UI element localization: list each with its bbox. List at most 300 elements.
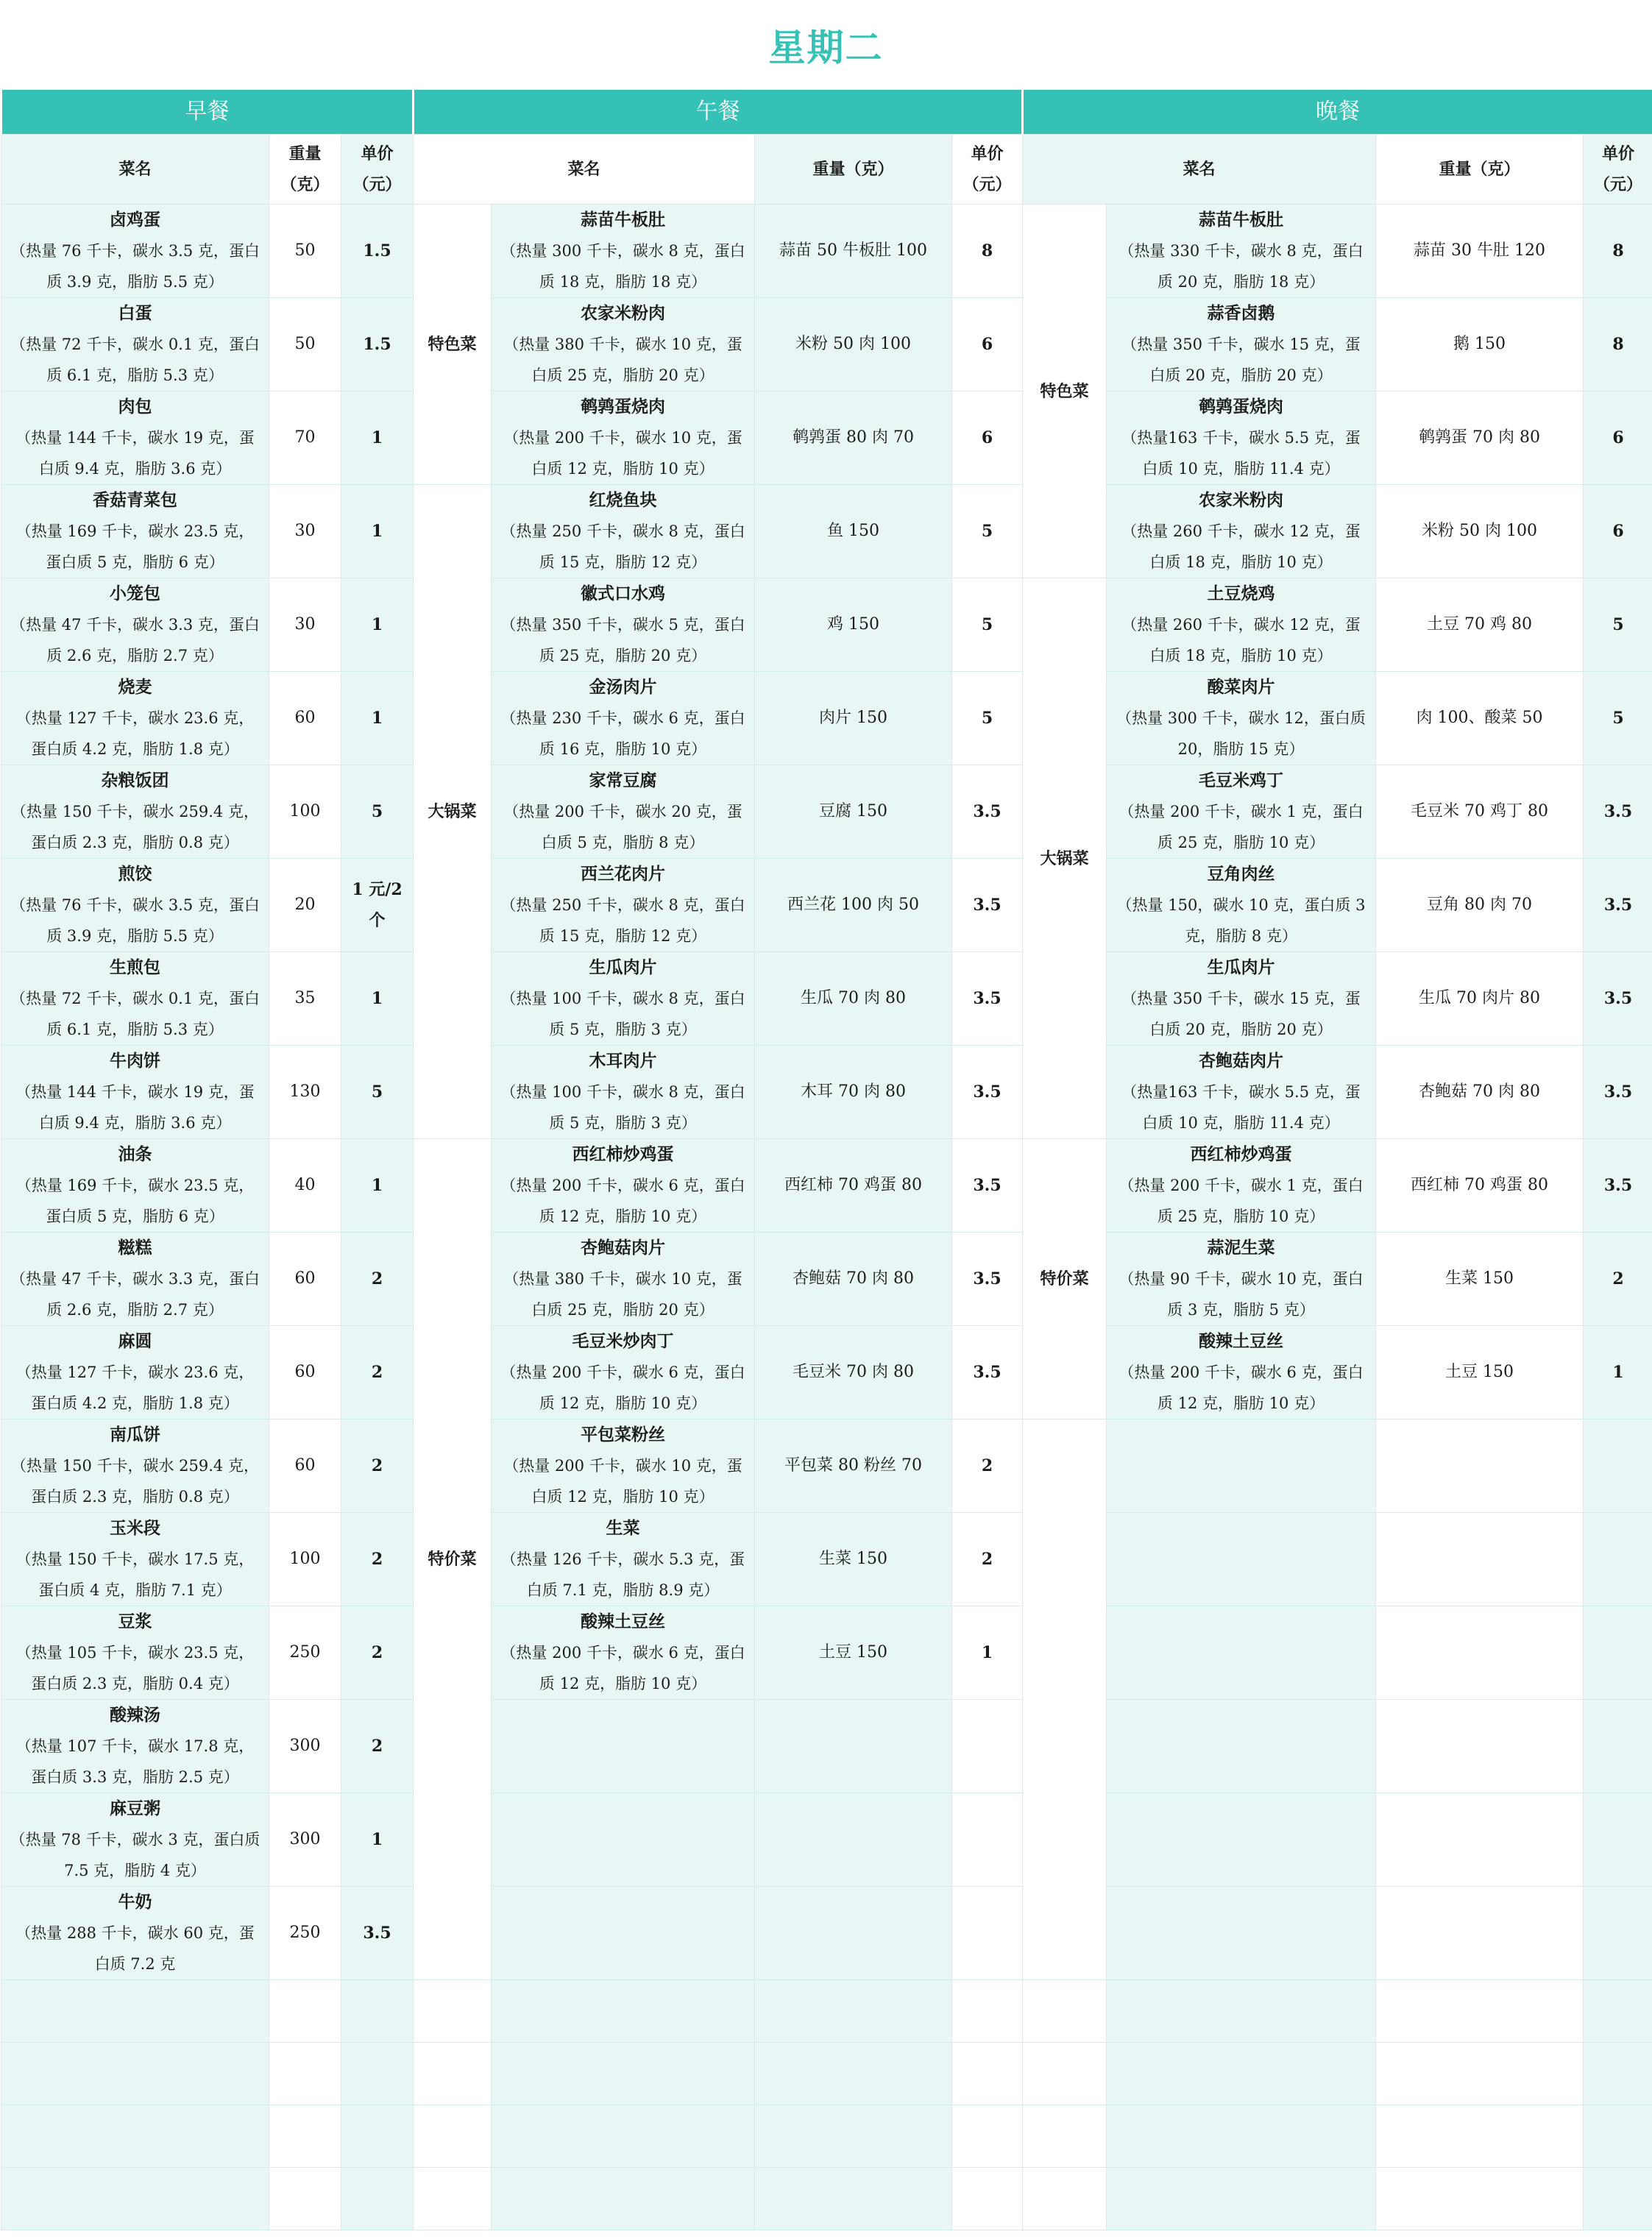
dinner-weight: 毛豆米 70 鸡丁 80 — [1376, 765, 1584, 859]
breakfast-weight — [269, 2043, 341, 2105]
lunch-weight: 鸡 150 — [755, 578, 952, 672]
breakfast-dish-cell — [1, 1793, 269, 1887]
lunch-dish-cell — [492, 1700, 755, 1793]
table-row — [1, 765, 1652, 859]
nutrition-note: （热量 100 千卡，碳水 8 克，蛋白质 5 克，脂肪 3 克） — [500, 1083, 745, 1132]
breakfast-dish-cell — [1, 298, 269, 391]
breakfast-price — [341, 2105, 414, 2168]
lunch-price: 2 — [952, 1513, 1023, 1606]
nutrition-note: （热量 144 千卡，碳水 19 克，蛋白质 9.4 克，脂肪 3.6 克） — [15, 429, 255, 478]
nutrition-note: （热量 230 千卡，碳水 6 克，蛋白质 16 克，脂肪 10 克） — [500, 709, 745, 758]
nutrition-note: （热量 260 千卡，碳水 12 克，蛋白质 18 克，脂肪 10 克） — [1121, 616, 1361, 664]
dinner-weight: 肉 100、酸菜 50 — [1376, 672, 1584, 765]
dish-name: 鹌鹑蛋烧肉 — [581, 397, 665, 416]
nutrition-note: （热量 200 千卡，碳水 10 克，蛋白质 12 克，脂肪 10 克） — [503, 1457, 742, 1506]
breakfast-price-header: 单价（元） — [341, 135, 414, 205]
lunch-dish-cell — [492, 2168, 755, 2230]
lunch-weight — [755, 2105, 952, 2168]
nutrition-note: （热量 107 千卡，碳水 17.8 克，蛋白质 3.3 克，脂肪 2.5 克） — [15, 1737, 255, 1786]
breakfast-price: 2 — [341, 1700, 414, 1793]
nutrition-note: （热量 76 千卡，碳水 3.5 克，蛋白质 3.9 克，脂肪 5.5 克） — [10, 896, 260, 945]
lunch-dish-cell — [492, 859, 755, 952]
lunch-dish-cell — [492, 2043, 755, 2105]
breakfast-header: 早餐 — [1, 90, 414, 135]
dinner-category-cell — [1023, 1980, 1107, 2043]
dinner-weight — [1376, 1513, 1584, 1606]
lunch-weight: 鹌鹑蛋 80 肉 70 — [755, 391, 952, 485]
dinner-dish-cell — [1107, 859, 1376, 952]
dinner-price — [1584, 1700, 1652, 1793]
breakfast-weight — [269, 2168, 341, 2230]
dish-name: 烧麦 — [118, 677, 152, 697]
dinner-price — [1584, 2105, 1652, 2168]
dish-name: 蒜香卤鹅 — [1207, 303, 1275, 323]
nutrition-note: （热量 150 千卡，碳水 259.4 克，蛋白质 2.3 克，脂肪 0.8 克） — [11, 1457, 259, 1506]
dinner-dish-cell — [1107, 1980, 1376, 2043]
lunch-dish-cell — [492, 952, 755, 1046]
nutrition-note: （热量 150 千卡，碳水 17.5 克，蛋白质 4 克，脂肪 7.1 克） — [15, 1550, 255, 1599]
breakfast-dish-cell — [1, 485, 269, 578]
lunch-dish-cell — [492, 1793, 755, 1887]
breakfast-weight: 100 — [269, 765, 341, 859]
dinner-dish-cell — [1107, 2168, 1376, 2230]
dish-name: 糍糕 — [118, 1238, 152, 1258]
lunch-weight-header: 重量（克） — [755, 135, 952, 205]
dinner-weight — [1376, 1419, 1584, 1513]
dish-name: 生煎包 — [110, 957, 160, 977]
breakfast-price: 1 元/2 个 — [341, 859, 414, 952]
table-row — [1, 298, 1652, 391]
lunch-price — [952, 1980, 1023, 2043]
breakfast-weight: 60 — [269, 1233, 341, 1326]
breakfast-dish-cell — [1, 859, 269, 952]
dinner-price: 8 — [1584, 298, 1652, 391]
lunch-name-header: 菜名 — [414, 135, 755, 205]
lunch-weight: 杏鲍菇 70 肉 80 — [755, 1233, 952, 1326]
dinner-dish-cell — [1107, 298, 1376, 391]
dinner-price-header: 单价（元） — [1584, 135, 1652, 205]
lunch-price-header: 单价（元） — [952, 135, 1023, 205]
nutrition-note: （热量 127 千卡，碳水 23.6 克，蛋白质 4.2 克，脂肪 1.8 克） — [15, 709, 255, 758]
nutrition-note: （热量 47 千卡，碳水 3.3 克，蛋白质 2.6 克，脂肪 2.7 克） — [10, 616, 260, 664]
dish-name: 西兰花肉片 — [581, 864, 665, 884]
nutrition-note: （热量 105 千卡，碳水 23.5 克，蛋白质 2.3 克，脂肪 0.4 克） — [15, 1644, 255, 1692]
lunch-price — [952, 2168, 1023, 2230]
table-row — [1, 1513, 1652, 1606]
nutrition-note: （热量 126 千卡，碳水 5.3 克，蛋白质 7.1 克，脂肪 8.9 克） — [500, 1550, 745, 1599]
lunch-weight: 肉片 150 — [755, 672, 952, 765]
dish-name: 杏鲍菇肉片 — [1199, 1051, 1283, 1071]
dinner-category-cell — [1023, 2168, 1107, 2230]
dinner-weight: 土豆 70 鸡 80 — [1376, 578, 1584, 672]
dinner-weight — [1376, 2105, 1584, 2168]
breakfast-dish-cell — [1, 1233, 269, 1326]
lunch-price: 3.5 — [952, 1139, 1023, 1233]
dinner-weight: 鹌鹑蛋 70 肉 80 — [1376, 391, 1584, 485]
lunch-price: 5 — [952, 578, 1023, 672]
dish-name: 农家米粉肉 — [581, 303, 665, 323]
dish-name: 毛豆米鸡丁 — [1199, 770, 1283, 790]
column-header-row — [1, 135, 1652, 205]
nutrition-note: （热量 200 千卡，碳水 10 克，蛋白质 12 克，脂肪 10 克） — [503, 429, 742, 478]
nutrition-note: （热量 127 千卡，碳水 23.6 克，蛋白质 4.2 克，脂肪 1.8 克） — [15, 1364, 255, 1412]
breakfast-price: 1 — [341, 391, 414, 485]
breakfast-weight: 70 — [269, 391, 341, 485]
dinner-price: 3.5 — [1584, 952, 1652, 1046]
breakfast-price: 2 — [341, 1513, 414, 1606]
dinner-dish-cell — [1107, 578, 1376, 672]
dinner-price: 3.5 — [1584, 859, 1652, 952]
breakfast-weight: 300 — [269, 1700, 341, 1793]
breakfast-dish-cell — [1, 672, 269, 765]
lunch-dish-cell — [492, 1139, 755, 1233]
dinner-price: 2 — [1584, 1233, 1652, 1326]
lunch-price: 1 — [952, 1606, 1023, 1700]
dinner-price: 3.5 — [1584, 1046, 1652, 1139]
dinner-weight: 豆角 80 肉 70 — [1376, 859, 1584, 952]
breakfast-dish-cell — [1, 2043, 269, 2105]
lunch-weight: 木耳 70 肉 80 — [755, 1046, 952, 1139]
lunch-category-cell: 大锅菜 — [414, 485, 492, 1139]
dinner-weight: 杏鲍菇 70 肉 80 — [1376, 1046, 1584, 1139]
dinner-dish-cell — [1107, 1046, 1376, 1139]
dish-name: 酸辣土豆丝 — [1199, 1331, 1283, 1351]
lunch-weight: 米粉 50 肉 100 — [755, 298, 952, 391]
table-row — [1, 1233, 1652, 1326]
dish-name: 煎饺 — [118, 864, 152, 884]
dish-name: 油条 — [118, 1144, 152, 1164]
dish-name: 生菜 — [606, 1518, 640, 1538]
dinner-category-cell — [1023, 1419, 1107, 1980]
breakfast-price: 2 — [341, 1419, 414, 1513]
dinner-dish-cell — [1107, 672, 1376, 765]
dinner-dish-cell — [1107, 1606, 1376, 1700]
breakfast-price: 1 — [341, 672, 414, 765]
dish-name: 西红柿炒鸡蛋 — [1190, 1144, 1292, 1164]
nutrition-note: （热量 350 千卡，碳水 15 克，蛋白质 20 克，脂肪 20 克） — [1121, 990, 1361, 1038]
table-row — [1, 485, 1652, 578]
table-row — [1, 952, 1652, 1046]
dinner-weight: 生菜 150 — [1376, 1233, 1584, 1326]
lunch-weight: 豆腐 150 — [755, 765, 952, 859]
breakfast-price: 1 — [341, 578, 414, 672]
dinner-weight — [1376, 1793, 1584, 1887]
breakfast-dish-cell — [1, 1980, 269, 2043]
nutrition-note: （热量 76 千卡，碳水 3.5 克，蛋白质 3.9 克，脂肪 5.5 克） — [10, 242, 260, 291]
breakfast-dish-cell — [1, 205, 269, 298]
breakfast-price: 5 — [341, 765, 414, 859]
dinner-price: 6 — [1584, 391, 1652, 485]
breakfast-dish-cell — [1, 952, 269, 1046]
nutrition-note: （热量 169 千卡，碳水 23.5 克，蛋白质 5 克，脂肪 6 克） — [15, 1177, 255, 1225]
lunch-dish-cell — [492, 1513, 755, 1606]
nutrition-note: （热量 288 千卡，碳水 60 克，蛋白质 7.2 克 — [15, 1924, 255, 1973]
lunch-category-cell: 特价菜 — [414, 1139, 492, 1980]
breakfast-price — [341, 2168, 414, 2230]
lunch-dish-cell — [492, 1233, 755, 1326]
breakfast-price: 2 — [341, 1233, 414, 1326]
breakfast-price — [341, 1980, 414, 2043]
table-row — [1, 859, 1652, 952]
lunch-weight: 生瓜 70 肉 80 — [755, 952, 952, 1046]
lunch-dish-cell — [492, 205, 755, 298]
nutrition-note: （热量 200 千卡，碳水 6 克，蛋白质 12 克，脂肪 10 克） — [1119, 1364, 1364, 1412]
dinner-price — [1584, 1419, 1652, 1513]
dish-name: 麻豆粥 — [110, 1798, 160, 1818]
breakfast-weight: 35 — [269, 952, 341, 1046]
breakfast-weight: 20 — [269, 859, 341, 952]
breakfast-weight: 300 — [269, 1793, 341, 1887]
lunch-price: 6 — [952, 298, 1023, 391]
dinner-price — [1584, 2043, 1652, 2105]
table-row — [1, 1046, 1652, 1139]
dinner-price: 6 — [1584, 485, 1652, 578]
breakfast-weight: 250 — [269, 1887, 341, 1980]
nutrition-note: （热量 150，碳水 10 克，蛋白质 3 克，脂肪 8 克） — [1116, 896, 1366, 945]
lunch-price: 3.5 — [952, 952, 1023, 1046]
breakfast-dish-cell — [1, 391, 269, 485]
dish-name: 豆浆 — [118, 1612, 152, 1631]
dish-name: 麻圆 — [118, 1331, 152, 1351]
dish-name: 牛奶 — [118, 1892, 152, 1912]
dish-name: 徽式口水鸡 — [581, 584, 665, 603]
nutrition-note: （热量 78 千卡，碳水 3 克，蛋白质 7.5 克，脂肪 4 克） — [10, 1831, 260, 1879]
lunch-dish-cell — [492, 298, 755, 391]
lunch-category-cell: 特色菜 — [414, 205, 492, 485]
dish-name: 豆角肉丝 — [1207, 864, 1275, 884]
table-row — [1, 205, 1652, 298]
dinner-dish-cell — [1107, 1139, 1376, 1233]
dinner-dish-cell — [1107, 1700, 1376, 1793]
nutrition-note: （热量 300 千卡，碳水 12，蛋白质 20，脂肪 15 克） — [1116, 709, 1366, 758]
breakfast-weight: 50 — [269, 205, 341, 298]
lunch-dish-cell — [492, 1606, 755, 1700]
lunch-weight — [755, 1887, 952, 1980]
dinner-name-header: 菜名 — [1023, 135, 1376, 205]
dinner-weight — [1376, 1700, 1584, 1793]
dinner-dish-cell — [1107, 2043, 1376, 2105]
dinner-dish-cell — [1107, 952, 1376, 1046]
dish-name: 西红柿炒鸡蛋 — [572, 1144, 674, 1164]
breakfast-dish-cell — [1, 1326, 269, 1419]
table-row — [1, 1887, 1652, 1980]
blank-row — [1, 1980, 1652, 2043]
breakfast-weight-header: 重量（克） — [269, 135, 341, 205]
lunch-category-cell — [414, 2105, 492, 2168]
breakfast-weight: 30 — [269, 578, 341, 672]
breakfast-weight — [269, 2105, 341, 2168]
lunch-price: 5 — [952, 485, 1023, 578]
lunch-category-cell — [414, 2043, 492, 2105]
breakfast-dish-cell — [1, 1887, 269, 1980]
breakfast-weight: 40 — [269, 1139, 341, 1233]
lunch-dish-cell — [492, 391, 755, 485]
breakfast-name-header: 菜名 — [1, 135, 269, 205]
nutrition-note: （热量 150 千卡，碳水 259.4 克，蛋白质 2.3 克，脂肪 0.8 克） — [11, 803, 259, 851]
table-row — [1, 391, 1652, 485]
lunch-price: 8 — [952, 205, 1023, 298]
dinner-dish-cell — [1107, 485, 1376, 578]
dinner-price — [1584, 1793, 1652, 1887]
blank-row — [1, 2043, 1652, 2105]
breakfast-price: 1 — [341, 1793, 414, 1887]
dinner-dish-cell — [1107, 1513, 1376, 1606]
dinner-dish-cell — [1107, 1887, 1376, 1980]
dinner-price — [1584, 2168, 1652, 2230]
lunch-weight: 毛豆米 70 肉 80 — [755, 1326, 952, 1419]
dish-name: 生瓜肉片 — [1207, 957, 1275, 977]
dish-name: 毛豆米炒肉丁 — [572, 1331, 674, 1351]
breakfast-price: 2 — [341, 1606, 414, 1700]
lunch-weight: 平包菜 80 粉丝 70 — [755, 1419, 952, 1513]
dinner-dish-cell — [1107, 765, 1376, 859]
lunch-price: 5 — [952, 672, 1023, 765]
dish-name: 牛肉饼 — [110, 1051, 160, 1071]
dish-name: 酸辣土豆丝 — [581, 1612, 665, 1631]
breakfast-dish-cell — [1, 2105, 269, 2168]
dinner-weight — [1376, 2043, 1584, 2105]
breakfast-weight: 250 — [269, 1606, 341, 1700]
dinner-price — [1584, 1606, 1652, 1700]
dinner-header: 晚餐 — [1023, 90, 1652, 135]
table-row — [1, 1700, 1652, 1793]
dish-name: 肉包 — [118, 397, 152, 416]
dish-name: 家常豆腐 — [589, 770, 657, 790]
breakfast-weight: 130 — [269, 1046, 341, 1139]
breakfast-price: 1.5 — [341, 205, 414, 298]
lunch-dish-cell — [492, 1980, 755, 2043]
lunch-weight: 西兰花 100 肉 50 — [755, 859, 952, 952]
lunch-price: 3.5 — [952, 765, 1023, 859]
lunch-dish-cell — [492, 578, 755, 672]
dinner-weight — [1376, 1887, 1584, 1980]
nutrition-note: （热量 350 千卡，碳水 15 克，蛋白质 20 克，脂肪 20 克） — [1121, 336, 1361, 384]
nutrition-note: （热量 200 千卡，碳水 1 克，蛋白质 25 克，脂肪 10 克） — [1119, 803, 1364, 851]
nutrition-note: （热量 300 千卡，碳水 8 克，蛋白质 18 克，脂肪 18 克） — [500, 242, 745, 291]
dish-name: 杂粮饭团 — [101, 770, 169, 790]
lunch-price: 3.5 — [952, 1046, 1023, 1139]
breakfast-price: 1 — [341, 485, 414, 578]
dish-name: 白蛋 — [118, 303, 152, 323]
breakfast-dish-cell — [1, 1139, 269, 1233]
lunch-weight: 蒜苗 50 牛板肚 100 — [755, 205, 952, 298]
nutrition-note: （热量163 千卡，碳水 5.5 克，蛋白质 10 克，脂肪 11.4 克） — [1121, 429, 1361, 478]
lunch-dish-cell — [492, 672, 755, 765]
table-row — [1, 672, 1652, 765]
nutrition-note: （热量 260 千卡，碳水 12 克，蛋白质 18 克，脂肪 10 克） — [1121, 522, 1361, 571]
nutrition-note: （热量 72 千卡，碳水 0.1 克，蛋白质 6.1 克，脂肪 5.3 克） — [10, 990, 260, 1038]
nutrition-note: （热量 380 千卡，碳水 10 克，蛋白质 25 克，脂肪 20 克） — [503, 336, 742, 384]
lunch-weight: 生菜 150 — [755, 1513, 952, 1606]
breakfast-dish-cell — [1, 1419, 269, 1513]
dinner-category-cell: 特价菜 — [1023, 1139, 1107, 1419]
dish-name: 小笼包 — [110, 584, 160, 603]
dish-name: 土豆烧鸡 — [1207, 584, 1275, 603]
breakfast-weight — [269, 1980, 341, 2043]
dish-name: 酸辣汤 — [110, 1705, 160, 1725]
lunch-price: 3.5 — [952, 1326, 1023, 1419]
nutrition-note: （热量 200 千卡，碳水 20 克，蛋白质 5 克，脂肪 8 克） — [503, 803, 742, 851]
dinner-price — [1584, 1887, 1652, 1980]
lunch-category-cell — [414, 2168, 492, 2230]
nutrition-note: （热量 144 千卡，碳水 19 克，蛋白质 9.4 克，脂肪 3.6 克） — [15, 1083, 255, 1132]
lunch-price — [952, 2043, 1023, 2105]
breakfast-price: 2 — [341, 1326, 414, 1419]
dish-name: 金汤肉片 — [589, 677, 657, 697]
lunch-weight — [755, 1793, 952, 1887]
lunch-weight: 鱼 150 — [755, 485, 952, 578]
nutrition-note: （热量 90 千卡，碳水 10 克，蛋白质 3 克，脂肪 5 克） — [1119, 1270, 1364, 1319]
lunch-category-cell — [414, 1980, 492, 2043]
lunch-header: 午餐 — [414, 90, 1023, 135]
dinner-weight: 蒜苗 30 牛肚 120 — [1376, 205, 1584, 298]
dish-name: 酸菜肉片 — [1207, 677, 1275, 697]
lunch-weight: 西红柿 70 鸡蛋 80 — [755, 1139, 952, 1233]
dish-name: 蒜苗牛板肚 — [1199, 210, 1283, 230]
breakfast-weight: 60 — [269, 672, 341, 765]
meal-header-row — [1, 90, 1652, 135]
dinner-weight: 土豆 150 — [1376, 1326, 1584, 1419]
nutrition-note: （热量 250 千卡，碳水 8 克，蛋白质 15 克，脂肪 12 克） — [500, 896, 745, 945]
nutrition-note: （热量 330 千卡，碳水 8 克，蛋白质 20 克，脂肪 18 克） — [1119, 242, 1364, 291]
lunch-weight: 土豆 150 — [755, 1606, 952, 1700]
lunch-price — [952, 1887, 1023, 1980]
dinner-dish-cell — [1107, 1233, 1376, 1326]
nutrition-note: （热量 350 千卡，碳水 5 克，蛋白质 25 克，脂肪 20 克） — [500, 616, 745, 664]
dinner-weight — [1376, 1606, 1584, 1700]
dinner-weight — [1376, 2168, 1584, 2230]
lunch-dish-cell — [492, 1887, 755, 1980]
lunch-dish-cell — [492, 485, 755, 578]
lunch-price — [952, 1700, 1023, 1793]
dinner-weight — [1376, 1980, 1584, 2043]
nutrition-note: （热量 200 千卡，碳水 1 克，蛋白质 25 克，脂肪 10 克） — [1119, 1177, 1364, 1225]
breakfast-dish-cell — [1, 1700, 269, 1793]
dinner-dish-cell — [1107, 1419, 1376, 1513]
breakfast-price: 1 — [341, 952, 414, 1046]
breakfast-price: 1 — [341, 1139, 414, 1233]
dish-name: 香菇青菜包 — [93, 490, 177, 510]
dinner-dish-cell — [1107, 205, 1376, 298]
nutrition-note: （热量 250 千卡，碳水 8 克，蛋白质 15 克，脂肪 12 克） — [500, 522, 745, 571]
dish-name: 生瓜肉片 — [589, 957, 657, 977]
blank-row — [1, 2168, 1652, 2230]
lunch-weight — [755, 2043, 952, 2105]
breakfast-price: 1.5 — [341, 298, 414, 391]
table-row — [1, 1606, 1652, 1700]
breakfast-dish-cell — [1, 1606, 269, 1700]
lunch-dish-cell — [492, 765, 755, 859]
lunch-weight — [755, 2168, 952, 2230]
dinner-price: 5 — [1584, 578, 1652, 672]
breakfast-weight: 60 — [269, 1326, 341, 1419]
dish-name: 鹌鹑蛋烧肉 — [1199, 397, 1283, 416]
dinner-dish-cell — [1107, 1793, 1376, 1887]
nutrition-note: （热量 100 千卡，碳水 8 克，蛋白质 5 克，脂肪 3 克） — [500, 990, 745, 1038]
breakfast-dish-cell — [1, 578, 269, 672]
lunch-price: 3.5 — [952, 1233, 1023, 1326]
nutrition-note: （热量 47 千卡，碳水 3.3 克，蛋白质 2.6 克，脂肪 2.7 克） — [10, 1270, 260, 1319]
nutrition-note: （热量 380 千卡，碳水 10 克，蛋白质 25 克，脂肪 20 克） — [503, 1270, 742, 1319]
dinner-price: 3.5 — [1584, 765, 1652, 859]
lunch-dish-cell — [492, 1326, 755, 1419]
lunch-weight — [755, 1980, 952, 2043]
lunch-price — [952, 1793, 1023, 1887]
table-row — [1, 1139, 1652, 1233]
lunch-dish-cell — [492, 2105, 755, 2168]
breakfast-weight: 100 — [269, 1513, 341, 1606]
dinner-category-cell: 特色菜 — [1023, 205, 1107, 578]
